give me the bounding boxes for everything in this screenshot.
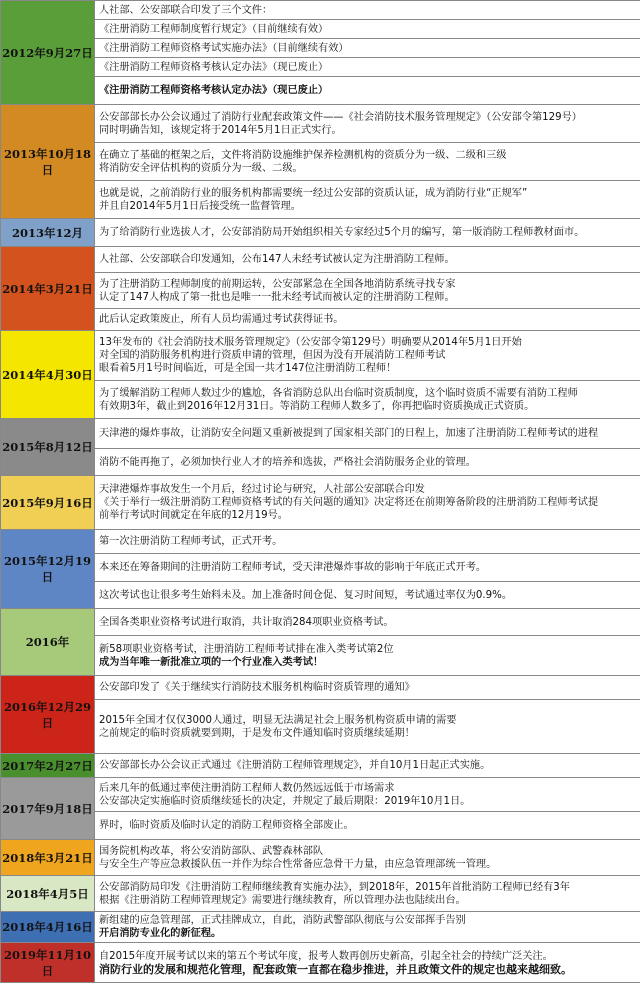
event-text: 公安部消防局印发《注册消防工程师继续教育实施办法》，到2018年，2015年首批消防工程师已经有3年 bbox=[99, 881, 570, 893]
event-text: 《注册消防工程师制度暂行规定》（目前继续有效） bbox=[99, 23, 329, 35]
event-text: 天津港的爆炸事故，让消防安全问题又重新被提到了国家相关部门的日程上，加速了注册消防工程师考试的进程 bbox=[99, 428, 599, 439]
date-label: 2017年9月18日 bbox=[2, 801, 93, 816]
event-text: 13年发布的《社会消防技术服务管理规定》（公安部令第129号）明确要从2014年5月1日开始 bbox=[99, 337, 522, 348]
date-cell bbox=[1, 331, 95, 419]
event-text: 之前规定的临时资质就要到期，于是发布文件通知临时资质继续延期！ bbox=[99, 727, 415, 739]
date-label: 2018年4月5日 bbox=[6, 886, 89, 901]
event-text: 对全国的消防服务机构进行资质申请的管理，但因为没有开展消防工程师考试 bbox=[99, 350, 446, 361]
event-text: 前举行考试时间就定在年底的12月19号。 bbox=[99, 510, 288, 521]
event-text: 新组建的应急管理部，正式挂牌成立，自此，消防武警部队彻底与公安部挥手告别 bbox=[99, 915, 466, 926]
event-text: 《注册消防工程师资格考核认定办法》（现已废止） bbox=[99, 61, 329, 73]
date-label: 2016年 bbox=[25, 635, 70, 649]
event-cell bbox=[95, 530, 640, 554]
event-cell bbox=[95, 381, 640, 419]
event-text: 消防行业的发展和规范化管理，配套政策一直都在稳步推进，并且政策文件的规定也越来越细致。 bbox=[99, 962, 572, 976]
event-cell bbox=[95, 58, 640, 77]
event-text: 并且自2014年5月1日后接受统一监督管理。 bbox=[99, 200, 301, 212]
event-text: 为了缓解消防工程师人数过少的尴尬，各省消防总队出台临时资质制度，这个临时资质不需要有消防工程师 bbox=[99, 387, 578, 399]
event-cell bbox=[95, 419, 640, 449]
event-cell bbox=[95, 754, 640, 778]
event-cell bbox=[95, 1, 640, 20]
event-cell bbox=[95, 181, 640, 219]
event-text: 认定了147人构成了第一批也是唯一一批未经考试而被认定的注册消防工程师。 bbox=[99, 291, 455, 303]
event-cell bbox=[95, 476, 640, 530]
event-cell bbox=[95, 247, 640, 273]
event-cell bbox=[95, 449, 640, 476]
event-text: 新58项职业资格考试，注册消防工程师考试排在准入类考试第2位 bbox=[99, 643, 394, 655]
date-cell bbox=[1, 609, 95, 676]
date-label: 2015年8月12日 bbox=[2, 440, 93, 454]
event-text: 第一次注册消防工程师考试，正式开考。 bbox=[99, 536, 283, 547]
event-text: 消防不能再拖了，必须加快行业人才的培养和选拔，严格社会消防服务企业的管理。 bbox=[99, 456, 476, 468]
event-text: 《注册消防工程师资格考试实施办法》（目前继续有效） bbox=[99, 42, 349, 54]
date-cell bbox=[1, 943, 95, 983]
event-text: 为了给消防行业选拔人才，公安部消防局开始组织相关专家经过5个月的编写，第一版消防工程师教材面市。 bbox=[99, 227, 585, 238]
event-text: 人社部、公安部联合印发了三个文件： bbox=[99, 4, 273, 16]
event-cell bbox=[95, 943, 640, 983]
date-cell bbox=[1, 419, 95, 476]
event-text: 公安部部长办公会议正式通过《注册消防工程师管理规定》，并自10月1日起正式实施。 bbox=[99, 760, 491, 771]
date-label: 2014年3月21日 bbox=[2, 281, 93, 296]
date-cell bbox=[1, 912, 95, 943]
event-text: 公安部决定实施临时资质继续延长的决定，并规定了最后期限：2019年10月1日。 bbox=[99, 795, 471, 807]
event-text: 界时，临时资质及临时认定的消防工程师资格全部废止。 bbox=[99, 820, 354, 831]
date-label: 2013年12月 bbox=[11, 225, 83, 240]
date-cell bbox=[1, 876, 95, 912]
date-cell bbox=[1, 219, 95, 247]
event-cell bbox=[95, 700, 640, 754]
date-label: 2015年12月19日 bbox=[3, 554, 91, 584]
event-text: 这次考试也让很多考生始料未及。加上准备时间仓促、复习时间短，考试通过率仅为0.9%。 bbox=[99, 589, 513, 601]
event-cell bbox=[95, 676, 640, 700]
date-label: 2019年11月10日 bbox=[3, 947, 91, 978]
event-cell bbox=[95, 554, 640, 582]
event-text: 根据《注册消防工程师管理规定》需要进行继续教育，所以管理办法也陆续出台。 bbox=[99, 894, 466, 906]
event-text: 此后认定政策废止，所有人员均需通过考试获得证书。 bbox=[99, 314, 344, 325]
event-text: 本来还在筹备期间的注册消防工程师考试，受天津港爆炸事故的影响于年底正式开考。 bbox=[99, 562, 487, 573]
date-cell bbox=[1, 476, 95, 530]
event-cell bbox=[95, 219, 640, 247]
date-label: 2016年12月29日 bbox=[3, 699, 91, 730]
event-text: 公安部部长办公会议通过了消防行业配套政策文件——《社会消防技术服务管理规定》（公安部令第129号） bbox=[99, 111, 582, 123]
event-text: 也就是说，之前消防行业的服务机构都需要统一经过公安部的资质认证，成为消防行业“正规军” bbox=[99, 187, 528, 199]
date-cell bbox=[1, 530, 95, 609]
event-cell bbox=[95, 309, 640, 331]
event-cell bbox=[95, 143, 640, 181]
event-cell bbox=[95, 812, 640, 840]
date-label: 2015年9月16日 bbox=[2, 495, 93, 510]
event-cell bbox=[95, 77, 640, 105]
event-cell bbox=[95, 778, 640, 812]
date-cell bbox=[1, 754, 95, 778]
date-label: 2018年3月21日 bbox=[2, 850, 93, 865]
event-cell bbox=[95, 39, 640, 58]
event-text: 有效期3年，截止到2016年12月31日。等消防工程师人数多了，你再把临时资质换成正式资质。 bbox=[99, 400, 535, 412]
date-cell bbox=[1, 1, 95, 105]
event-cell bbox=[95, 912, 640, 943]
event-text: 成为当年唯一新批准立项的一个行业准入类考试！ bbox=[99, 656, 324, 668]
date-label: 2012年9月27日 bbox=[2, 45, 93, 60]
event-text: 后来几年的低通过率使注册消防工程师人数仍然远远低于市场需求 bbox=[99, 782, 395, 794]
date-cell bbox=[1, 778, 95, 840]
date-cell bbox=[1, 247, 95, 331]
event-cell bbox=[95, 105, 640, 143]
event-text: 与安全生产等应急救援队伍一并作为综合性常备应急骨干力量，由应急管理部统一管理。 bbox=[99, 858, 497, 870]
event-cell bbox=[95, 609, 640, 636]
event-text: 在确立了基础的框架之后，文件将消防设施维护保养检测机构的资质分为一级、二级和三级 bbox=[99, 149, 507, 161]
date-label: 2017年2月27日 bbox=[2, 758, 93, 773]
event-text: 开启消防专业化的新征程。 bbox=[99, 928, 222, 939]
event-text: 公安部印发了《关于继续实行消防技术服务机构临时资质管理的通知》 bbox=[99, 682, 415, 693]
event-text: 同时明确告知，该规定将于2014年5月1日正式实行。 bbox=[99, 124, 342, 136]
event-text: 眼看着5月1号时间临近，可是全国一共才147位注册消防工程师！ bbox=[99, 363, 397, 374]
event-text: 2015年全国才仅仅3000人通过，明显无法满足社会上服务机构资质申请的需要 bbox=[99, 714, 457, 726]
event-cell bbox=[95, 840, 640, 876]
event-cell bbox=[95, 636, 640, 676]
event-text: 自2015年度开展考试以来的第五个考试年度，报考人数再创历史新高，引起全社会的持续广泛关注。 bbox=[99, 950, 553, 962]
event-cell bbox=[95, 876, 640, 912]
event-text: 将消防安全评估机构的资质分为一级、二级。 bbox=[99, 162, 303, 174]
event-cell bbox=[95, 20, 640, 39]
date-cell bbox=[1, 105, 95, 219]
date-cell bbox=[1, 840, 95, 876]
event-text: 人社部、公安部联合印发通知，公布147人未经考试被认定为注册消防工程师。 bbox=[99, 254, 455, 265]
event-cell bbox=[95, 273, 640, 309]
date-label: 2018年4月16日 bbox=[2, 920, 93, 934]
event-text: 国务院机构改革，将公安消防部队、武警森林部队 bbox=[99, 845, 324, 857]
date-label: 2014年4月30日 bbox=[2, 367, 93, 382]
event-text: 全国各类职业资格考试进行取消，共计取消284项职业资格考试。 bbox=[99, 616, 394, 628]
event-text: 为了注册消防工程师制度的前期运转，公安部紧急在全国各地消防系统寻找专家 bbox=[99, 278, 456, 290]
event-cell bbox=[95, 331, 640, 381]
event-cell bbox=[95, 582, 640, 609]
date-label: 2013年10月18日 bbox=[3, 146, 91, 177]
event-text: 天津港爆炸事故发生一个月后，经过讨论与研究，人社部公安部联合印发 bbox=[99, 484, 425, 495]
event-text: 《关于举行一级注册消防工程师资格考试的有关问题的通知》决定将还在前期筹备阶段的注册消防工程师考试提 bbox=[99, 497, 599, 508]
event-text: 《注册消防工程师资格考核认定办法》（现已废止） bbox=[99, 85, 329, 96]
date-cell bbox=[1, 676, 95, 754]
